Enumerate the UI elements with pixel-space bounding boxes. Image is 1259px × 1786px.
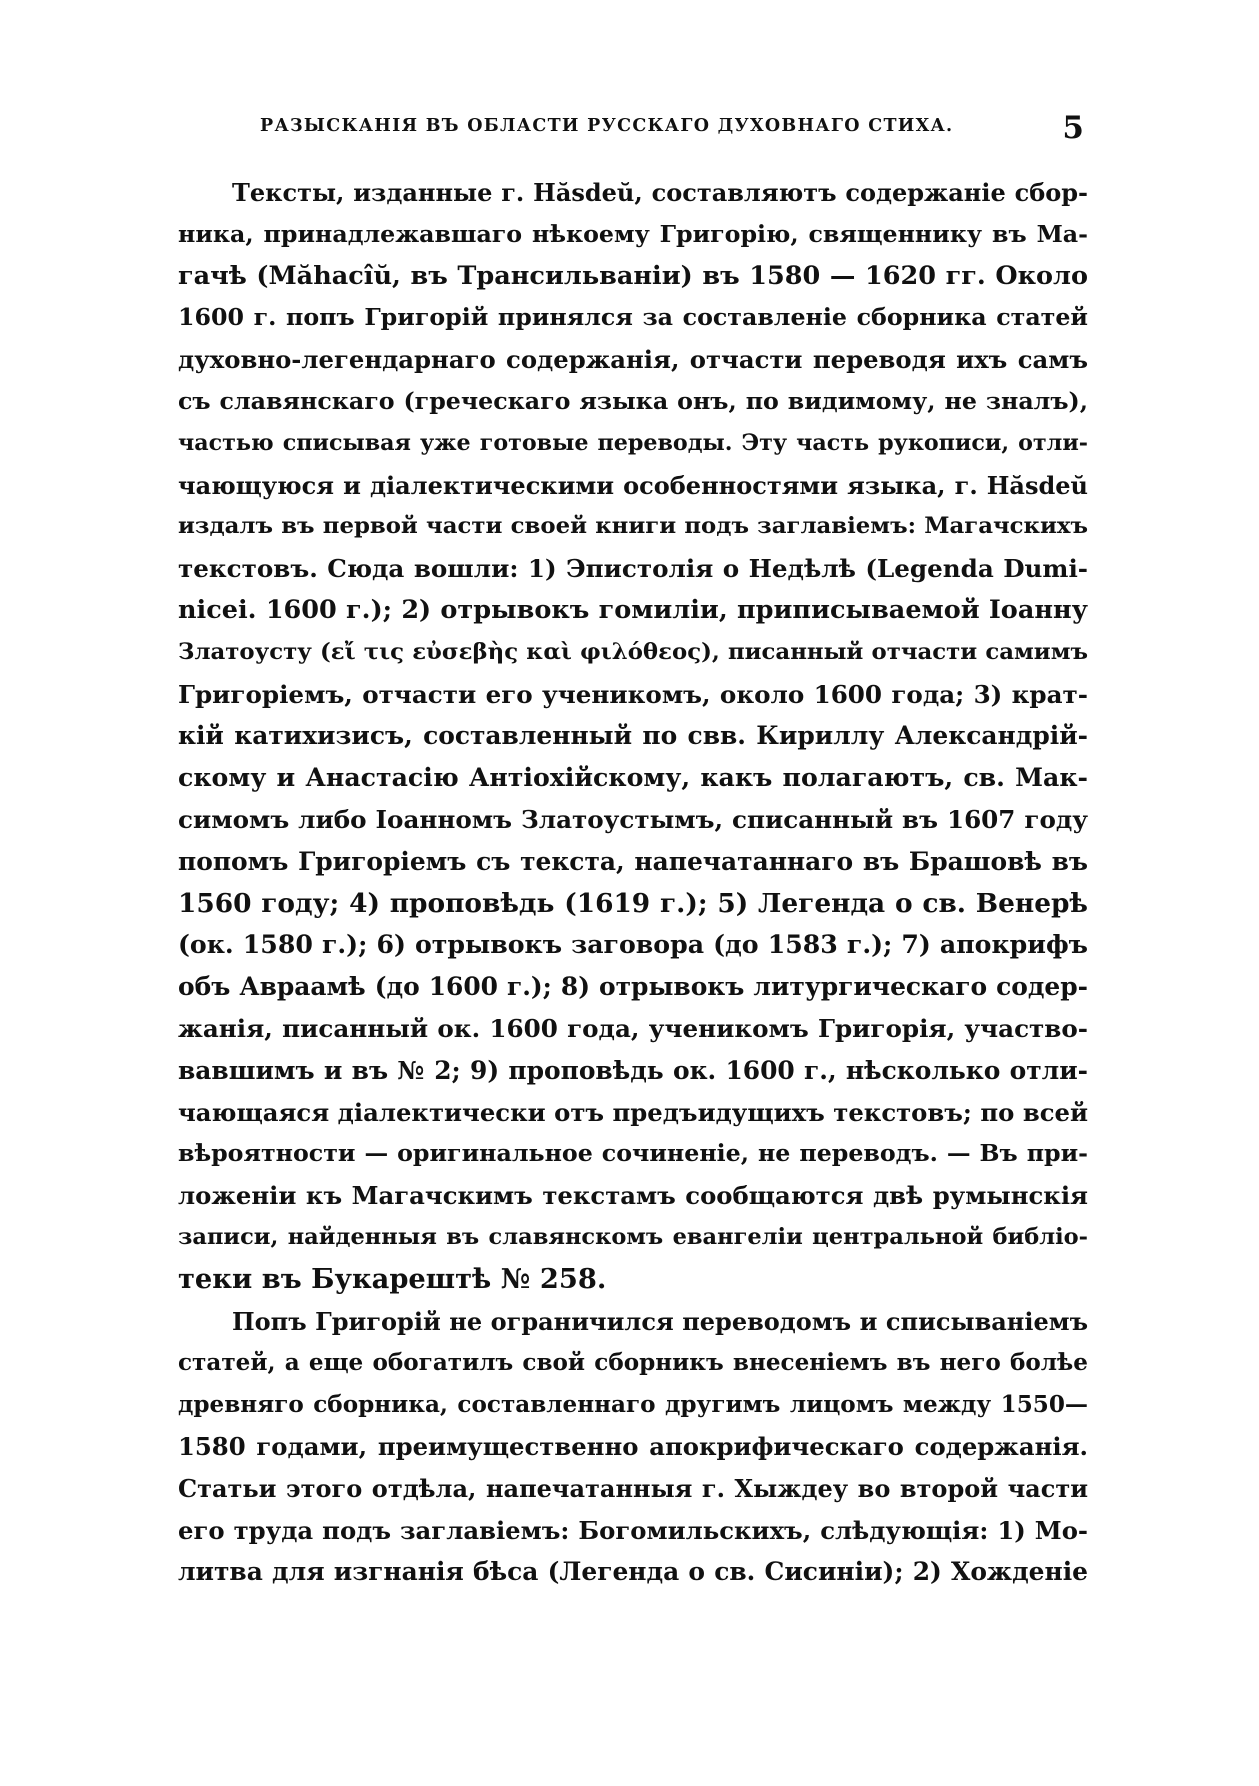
text-line: вавшимъ и въ № 2; 9) проповѣдь ок. 1600 г., нѣсколько отли- (178, 1055, 1088, 1085)
text-line: записи, найденныя въ славянскомъ евангеліи центральной библіо- (178, 1223, 1088, 1250)
text-line: литва для изгнанія бѣса (Легенда о св. Сисиніи); 2) Хожденіе (178, 1557, 1088, 1587)
text-line: 1560 году; 4) проповѣдь (1619 г.); 5) Легенда о св. Венерѣ (178, 887, 1088, 919)
text-line: симомъ либо Іоанномъ Златоустымъ, списанный въ 1607 году (178, 804, 1088, 834)
text-line: его труда подъ заглавіемъ: Богомильскихъ, слѣдующія: 1) Мо- (178, 1515, 1088, 1545)
text-line: духовно-легендарнаго содержанія, отчасти переводя ихъ самъ (178, 345, 1088, 375)
text-line: ложеніи къ Магачскимъ текстамъ сообщаются двѣ румынскія (178, 1181, 1088, 1211)
text-line: (ок. 1580 г.); 6) отрывокъ заговора (до 1583 г.); 7) апокрифъ (178, 929, 1088, 960)
text-line: Златоусту (εἴ τις εὐσεβὴς καὶ φιλόθεος), писанный отчасти самимъ (178, 638, 1088, 665)
text-line: Статьи этого отдѣла, напечатанныя г. Хыждеу во второй части (178, 1473, 1088, 1503)
text-line: nicei. 1600 г.); 2) отрывокъ гомиліи, приписываемой Іоанну (178, 594, 1088, 625)
text-line: объ Авраамѣ (до 1600 г.); 8) отрывокъ литургическаго содер- (178, 972, 1088, 1002)
text-line: Тексты, изданные г. Hăsdeŭ, составляютъ содержаніе сбор- (232, 178, 1088, 207)
text-line: ника, принадлежавшаго нѣкоему Григорію, священнику въ Ма- (178, 219, 1088, 248)
text-line: кій катихизисъ, составленный по свв. Кириллу Александрій- (178, 721, 1088, 751)
text-line: жанія, писанный ок. 1600 года, ученикомъ Григорія, участво- (178, 1013, 1088, 1043)
text-line: Григоріемъ, отчасти его ученикомъ, около 1600 года; 3) крат- (178, 679, 1088, 709)
text-line: вѣроятности — оригинальное сочиненіе, не переводъ. — Въ при- (178, 1139, 1088, 1168)
running-head (260, 112, 1084, 148)
text-line: гачѣ (Măhacîŭ, въ Трансильваніи) въ 1580 — 1620 гг. Около (178, 260, 1088, 291)
text-line: чающаяся діалектически отъ предъидущихъ текстовъ; по всей (178, 1097, 1088, 1127)
paragraph-2 (178, 1301, 1088, 1594)
text-line: текстовъ. Сюда вошли: 1) Эпистолія о Недѣлѣ (Legenda Dumi- (178, 554, 1088, 584)
text-line: Попъ Григорій не ограничился переводомъ и списываніемъ (232, 1306, 1088, 1336)
running-title: РАЗЫСКАНІЯ ВЪ ОБЛАСТИ РУССКАГО ДУХОВНАГО СТИХА. (260, 116, 954, 136)
text-line: частью списывая уже готовые переводы. Эту часть рукописи, отли- (178, 429, 1088, 456)
text-line: теки въ Букарештѣ № 258. (178, 1262, 607, 1295)
text-line: издалъ въ первой части своей книги подъ заглавіемъ: Магачскихъ (178, 513, 1088, 540)
text-line: скому и Анастасію Антіохійскому, какъ полагаютъ, св. Мак- (178, 762, 1088, 793)
text-line: древняго сборника, составленнаго другимъ лицомъ между 1550— (178, 1391, 1088, 1419)
text-line: 1580 годами, преимущественно апокрифическаго содержанія. (178, 1431, 1088, 1461)
text-line: 1600 г. попъ Григорій принялся за составленіе сборника статей (178, 303, 1088, 332)
page-number: 5 (1062, 110, 1084, 146)
paragraph-1 (178, 172, 1088, 1301)
text-line: съ славянскаго (греческаго языка онъ, по видимому, не зналъ), (178, 386, 1088, 415)
text-line: чающуюся и діалектическими особенностями языка, г. Hăsdeŭ (178, 470, 1088, 500)
text-line: попомъ Григоріемъ съ текста, напечатаннаго въ Брашовѣ въ (178, 846, 1088, 876)
text-line: статей, а еще обогатилъ свой сборникъ внесеніемъ въ него болѣе (178, 1349, 1088, 1377)
body-text (178, 172, 1088, 1593)
